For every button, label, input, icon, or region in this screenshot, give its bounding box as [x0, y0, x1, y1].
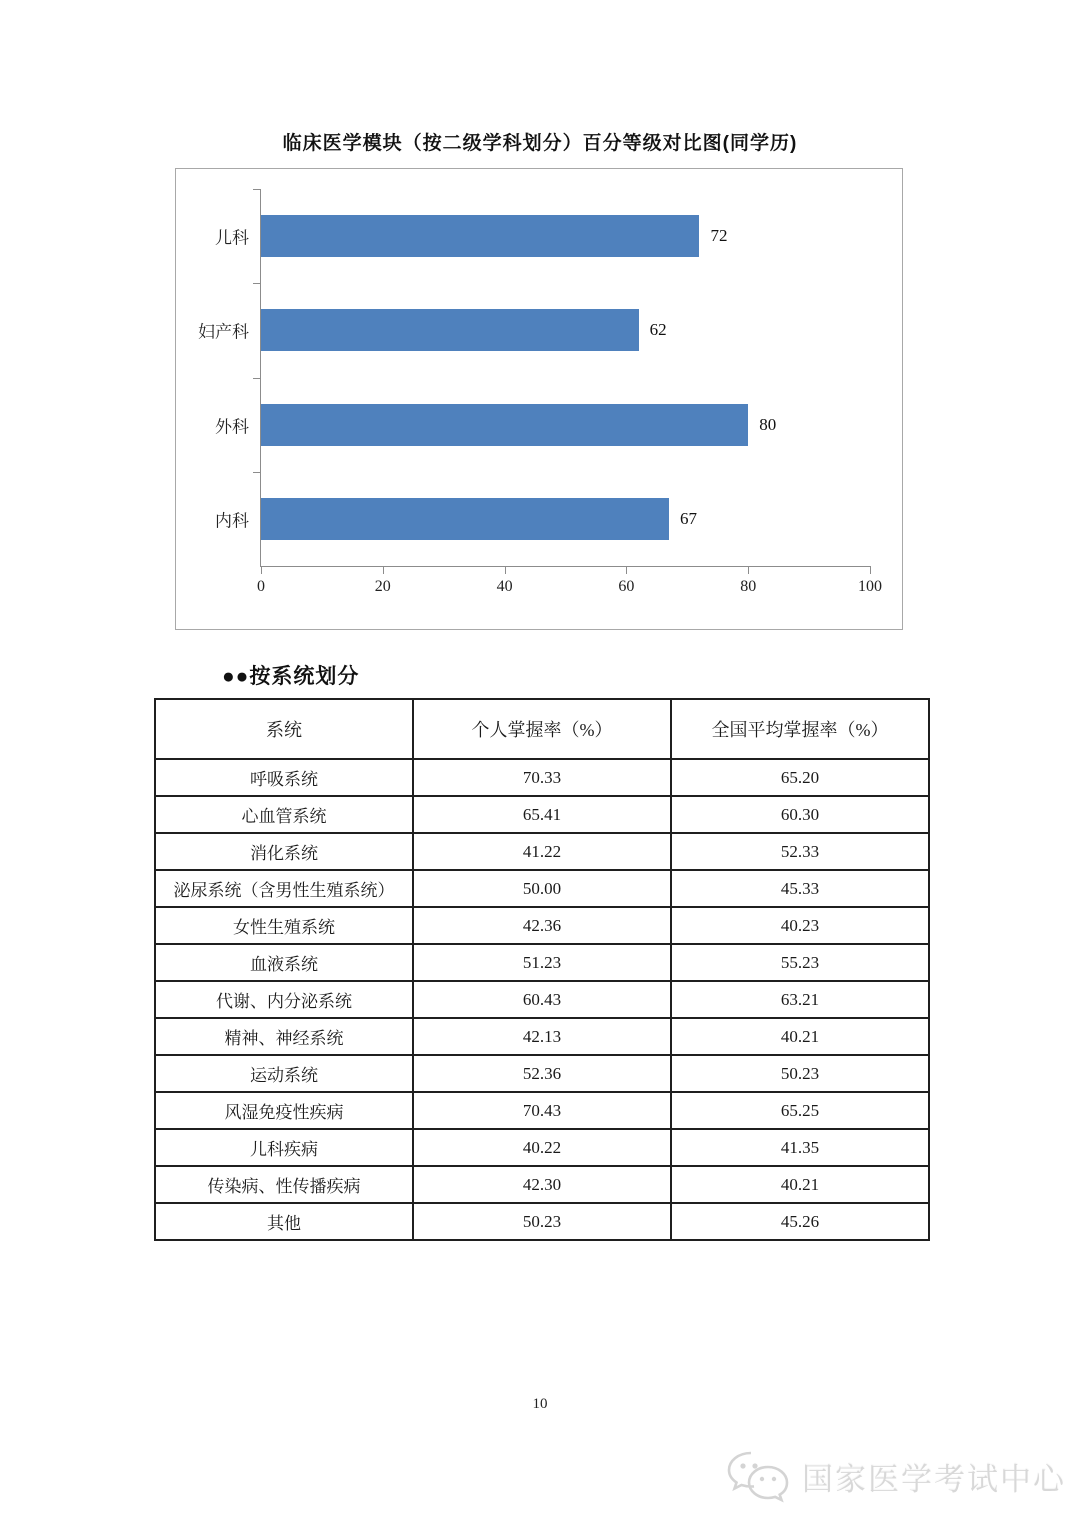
rate-value-cell: 52.33 — [671, 833, 929, 870]
x-axis-tick-label: 60 — [618, 578, 635, 595]
bar-value-label: 80 — [759, 414, 777, 434]
category-label: 儿科 — [215, 228, 249, 248]
rate-value-cell: 50.23 — [413, 1203, 671, 1240]
column-header: 全国平均掌握率（%） — [671, 699, 929, 759]
chart-band — [215, 472, 870, 566]
x-axis-tick — [870, 566, 871, 574]
chart-plot-area — [198, 189, 882, 595]
rate-value-cell: 65.41 — [413, 796, 671, 833]
category-label: 妇产科 — [198, 322, 249, 342]
rate-value-cell: 40.21 — [671, 1166, 929, 1203]
bar-value-label: 67 — [680, 508, 698, 528]
rate-value-cell: 42.13 — [413, 1018, 671, 1055]
y-axis-tick — [253, 472, 261, 473]
column-header: 系统 — [155, 699, 413, 759]
table-row — [155, 759, 929, 796]
rate-value-cell: 45.26 — [671, 1203, 929, 1240]
watermark — [724, 1448, 1066, 1504]
chart-bar — [261, 309, 639, 351]
rate-value-cell: 65.25 — [671, 1092, 929, 1129]
y-axis-tick — [253, 378, 261, 379]
rate-value-cell: 41.22 — [413, 833, 671, 870]
watermark-text: 国家医学考试中心 — [802, 1461, 1066, 1497]
system-name-cell: 代谢、内分泌系统 — [155, 981, 413, 1018]
x-axis-tick — [626, 566, 627, 574]
category-label: 内科 — [215, 511, 249, 531]
rate-value-cell: 40.21 — [671, 1018, 929, 1055]
rate-value-cell: 45.33 — [671, 870, 929, 907]
wechat-logo-icon — [724, 1448, 792, 1504]
system-name-cell: 血液系统 — [155, 944, 413, 981]
rate-value-cell: 41.35 — [671, 1129, 929, 1166]
system-name-cell: 儿科疾病 — [155, 1129, 413, 1166]
table-header-row — [155, 699, 929, 759]
chart-title: 临床医学模块（按二级学科划分）百分等级对比图(同学历) — [282, 133, 798, 154]
bar-value-label: 72 — [710, 226, 728, 246]
x-axis-tick-label: 40 — [496, 578, 513, 595]
y-axis-tick — [253, 283, 261, 284]
x-axis-tick-label: 80 — [740, 578, 757, 595]
system-name-cell: 呼吸系统 — [155, 759, 413, 796]
table-row — [155, 833, 929, 870]
rate-value-cell: 51.23 — [413, 944, 671, 981]
chart-band — [198, 283, 870, 377]
system-name-cell: 消化系统 — [155, 833, 413, 870]
x-axis-tick — [383, 566, 384, 574]
rate-value-cell: 52.36 — [413, 1055, 671, 1092]
table-row — [155, 907, 929, 944]
rate-value-cell: 42.36 — [413, 907, 671, 944]
table-header — [155, 699, 929, 759]
rate-value-cell: 60.43 — [413, 981, 671, 1018]
rate-value-cell: 70.43 — [413, 1092, 671, 1129]
page-number: 10 — [532, 1396, 548, 1412]
category-label: 外科 — [215, 417, 249, 437]
x-axis-tick — [261, 566, 262, 574]
rate-value-cell: 70.33 — [413, 759, 671, 796]
chart-band — [215, 189, 870, 283]
system-name-cell: 传染病、性传播疾病 — [155, 1166, 413, 1203]
rate-value-cell: 50.23 — [671, 1055, 929, 1092]
rate-value-cell: 63.21 — [671, 981, 929, 1018]
table-row — [155, 796, 929, 833]
systems-table — [154, 698, 930, 1241]
table-row — [155, 1092, 929, 1129]
system-name-cell: 其他 — [155, 1203, 413, 1240]
system-name-cell: 精神、神经系统 — [155, 1018, 413, 1055]
chart-band — [215, 378, 870, 472]
rate-value-cell: 40.23 — [671, 907, 929, 944]
table-row — [155, 981, 929, 1018]
x-axis-tick-label: 100 — [858, 578, 882, 595]
chart-bar — [261, 498, 669, 540]
table-body — [155, 759, 929, 1240]
table-row — [155, 870, 929, 907]
system-name-cell: 风湿免疫性疾病 — [155, 1092, 413, 1129]
table-row — [155, 1166, 929, 1203]
column-header: 个人掌握率（%） — [413, 699, 671, 759]
bar-value-label: 62 — [649, 320, 667, 340]
chart-bar — [261, 215, 699, 257]
table-row — [155, 1055, 929, 1092]
system-name-cell: 泌尿系统（含男性生殖系统） — [155, 870, 413, 907]
rate-value-cell: 60.30 — [671, 796, 929, 833]
rate-value-cell: 42.30 — [413, 1166, 671, 1203]
table-row — [155, 1018, 929, 1055]
system-name-cell: 心血管系统 — [155, 796, 413, 833]
bar-chart — [175, 168, 903, 630]
rate-value-cell: 65.20 — [671, 759, 929, 796]
section-heading: ●●按系统划分 — [222, 665, 360, 688]
rate-value-cell: 40.22 — [413, 1129, 671, 1166]
x-axis-tick-label: 20 — [374, 578, 391, 595]
table-row — [155, 1129, 929, 1166]
y-axis-tick — [253, 189, 261, 190]
table-row — [155, 1203, 929, 1240]
x-axis-tick — [505, 566, 506, 574]
rate-value-cell: 55.23 — [671, 944, 929, 981]
rate-value-cell: 50.00 — [413, 870, 671, 907]
table-row — [155, 944, 929, 981]
system-name-cell: 运动系统 — [155, 1055, 413, 1092]
x-axis-tick — [748, 566, 749, 574]
x-axis-tick-label: 0 — [257, 578, 265, 595]
chart-bar — [261, 404, 748, 446]
system-name-cell: 女性生殖系统 — [155, 907, 413, 944]
